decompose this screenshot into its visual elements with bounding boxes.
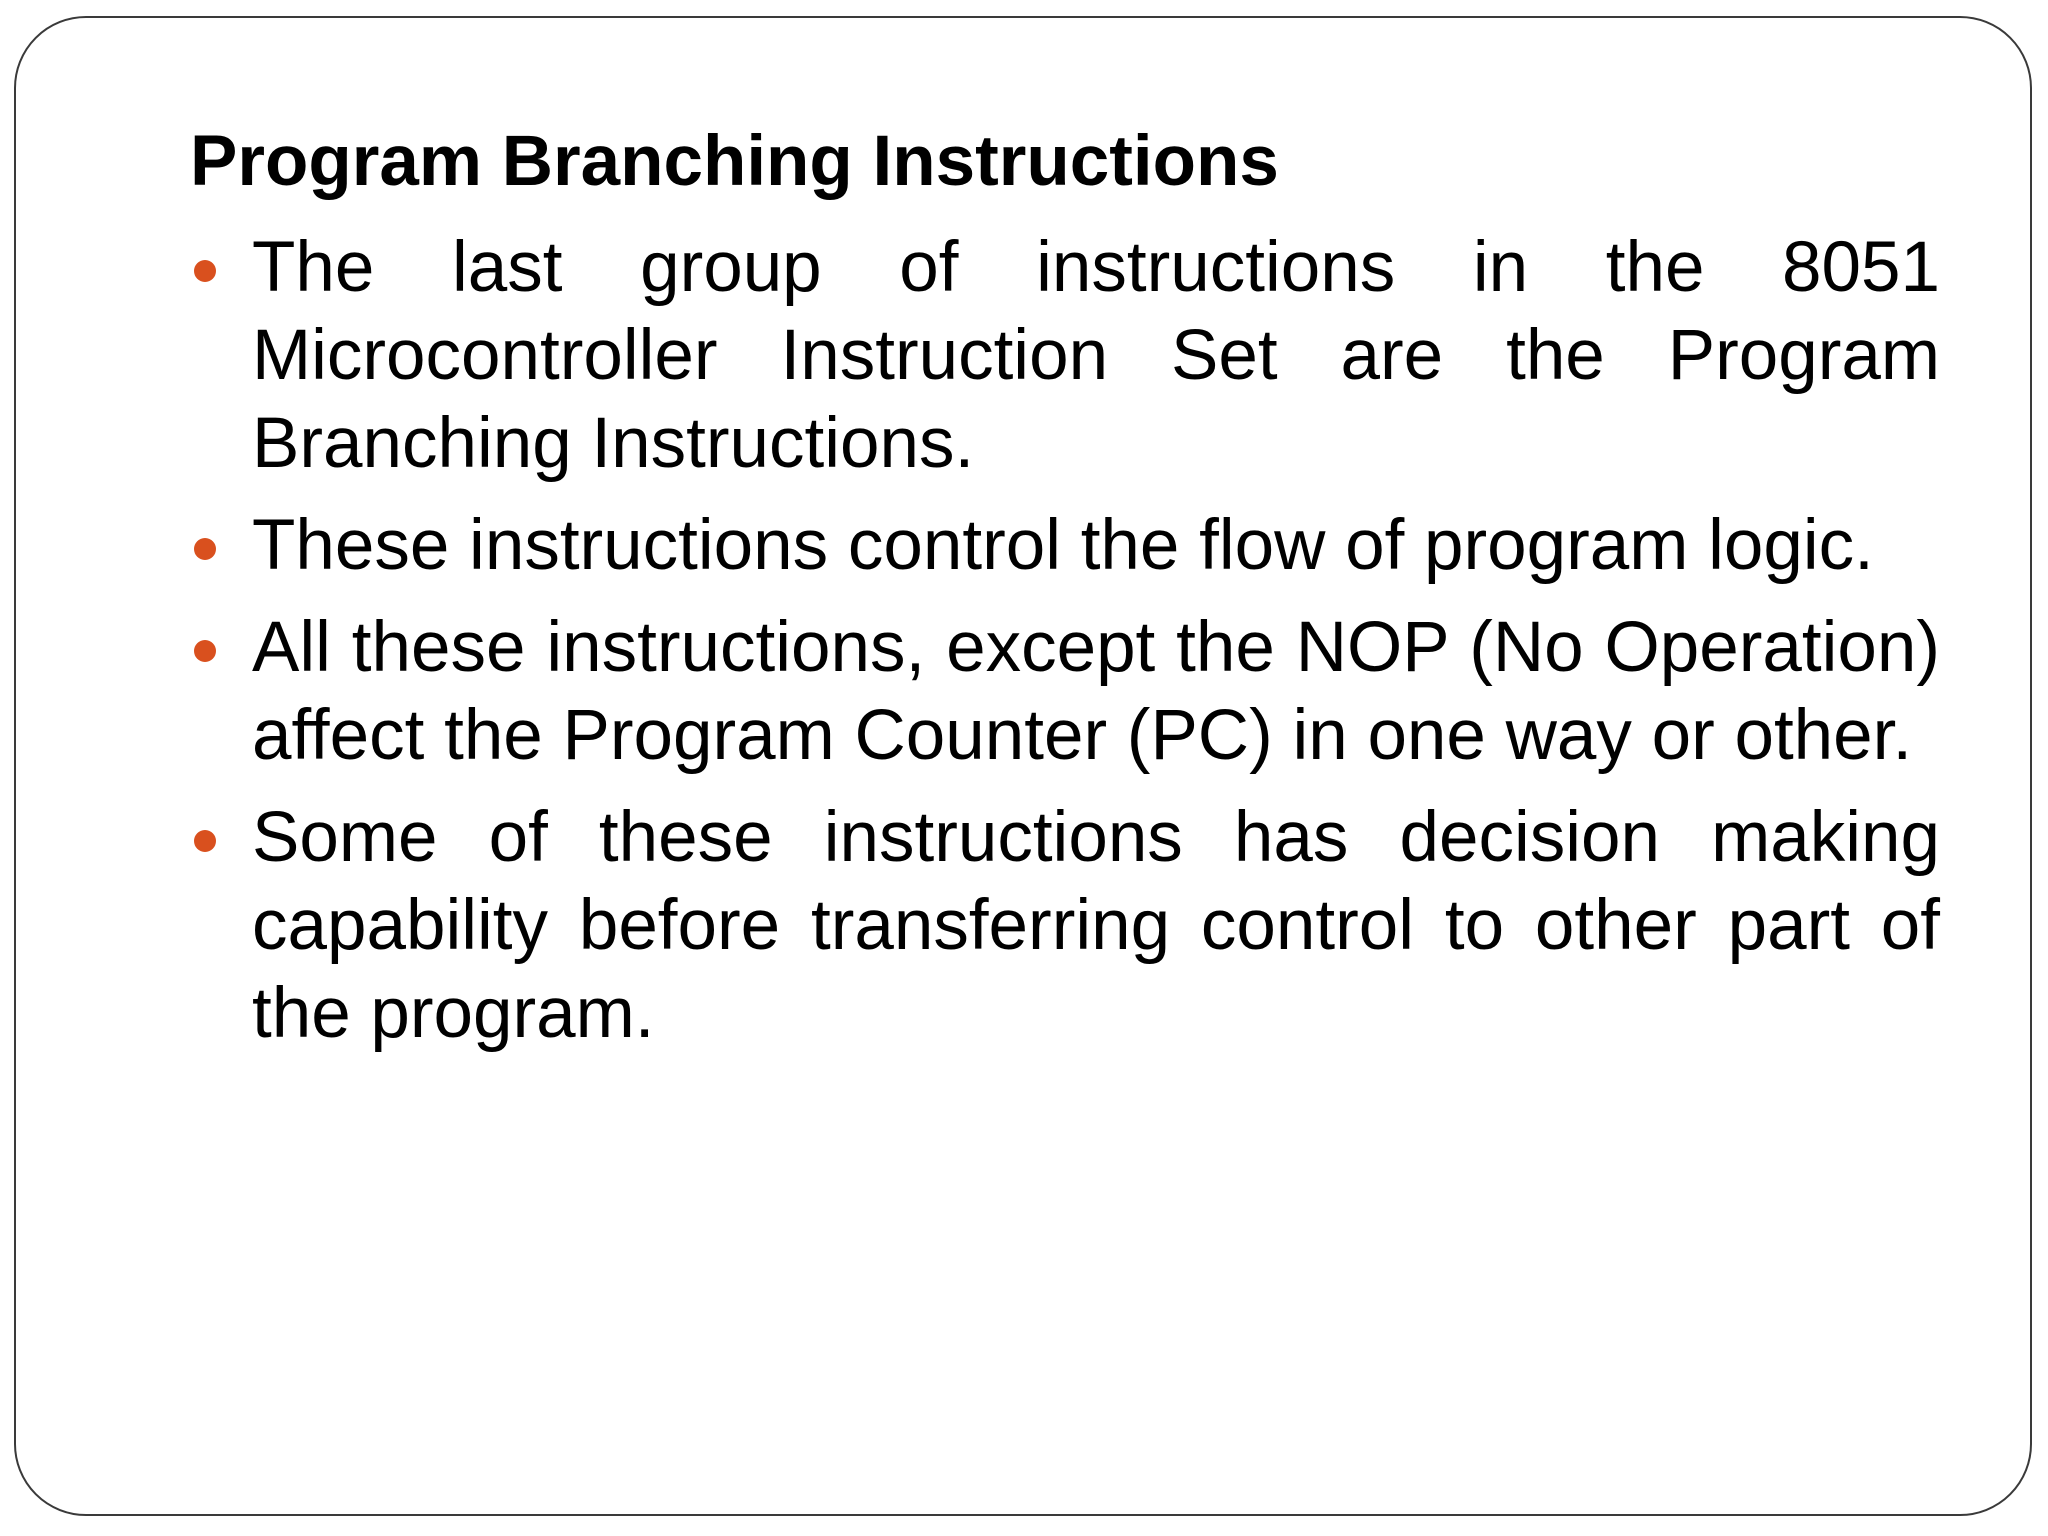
bullet-dot-icon [194,640,216,662]
bullet-dot-icon [194,260,216,282]
bullet-item [190,604,1940,780]
slide-frame [14,16,2032,1516]
bullet-text: Some of these instructions has decision making capability before transferring control to other part of the program. [252,798,1940,1053]
bullet-list [190,224,1940,1072]
bullet-text: The last group of instructions in the 8051 Microcontroller Instruction Set are the Program Branching Instructions. [252,228,1940,483]
bullet-dot-icon [194,830,216,852]
bullet-item [190,224,1940,488]
bullet-text: All these instructions, except the NOP (No Operation) affect the Program Counter (PC) in one way or other. [252,608,1940,775]
bullet-dot-icon [194,538,216,560]
bullet-item [190,794,1940,1058]
slide-title: Program Branching Instructions [190,122,1279,201]
bullet-item [190,502,1940,590]
bullet-text: These instructions control the flow of program logic. [252,506,1874,585]
